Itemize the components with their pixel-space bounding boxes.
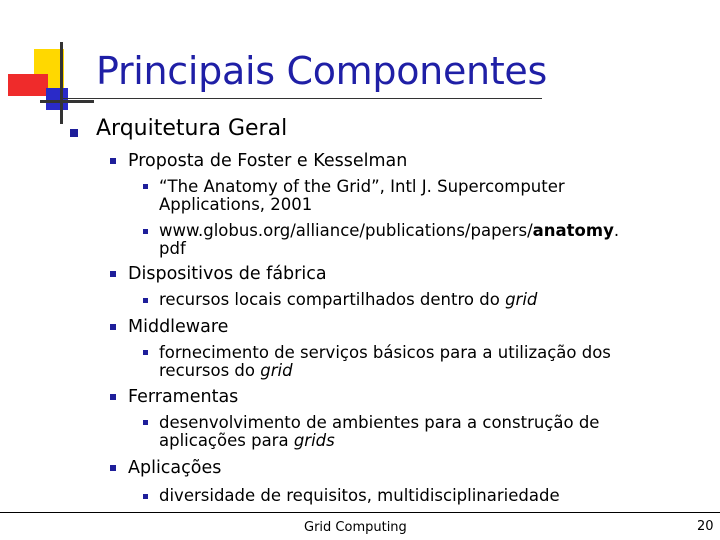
outline-level1: Arquitetura Geral [96,116,288,141]
outline-subitem-cont: Applications, 2001 [159,195,313,214]
bullet-icon [143,184,148,189]
outline-subitem: fornecimento de serviços básicos para a utilização dos [159,343,611,362]
bullet-icon [110,394,116,400]
outline-item: Ferramentas [128,387,239,407]
outline-subitem: www.globus.org/alliance/publications/papers/anatomy. [159,221,620,240]
title-underline [62,98,542,99]
bullet-icon [143,298,148,303]
outline-subitem: recursos locais compartilhados dentro do grid [159,290,538,309]
footer-text: Grid Computing [304,520,407,535]
bullet-icon [143,494,148,499]
page-number: 20 [697,519,714,534]
outline-subitem: diversidade de requisitos, multidisciplinariedade [159,486,560,505]
bullet-icon [110,324,116,330]
bullet-icon [70,129,78,137]
decorative-red-square [8,74,48,96]
decorative-vertical-line [60,42,63,124]
slide-title: Principais Componentes [96,49,547,93]
outline-subitem-cont: pdf [159,239,186,258]
outline-item: Middleware [128,317,229,337]
bullet-icon [110,158,116,164]
outline-item: Aplicações [128,458,222,478]
outline-subitem-cont: aplicações para grids [159,431,335,450]
bullet-icon [110,465,116,471]
bullet-icon [143,350,148,355]
outline-subitem: “The Anatomy of the Grid”, Intl J. Supercomputer [159,177,565,196]
outline-item: Dispositivos de fábrica [128,264,327,284]
decorative-horizontal-line [40,100,94,103]
bullet-icon [143,229,148,234]
outline-subitem: desenvolvimento de ambientes para a construção de [159,413,600,432]
footer-divider [0,512,720,513]
outline-item: Proposta de Foster e Kesselman [128,151,408,171]
bullet-icon [110,271,116,277]
outline-subitem-cont: recursos do grid [159,361,293,380]
decorative-blue-square [46,88,68,110]
bullet-icon [143,420,148,425]
